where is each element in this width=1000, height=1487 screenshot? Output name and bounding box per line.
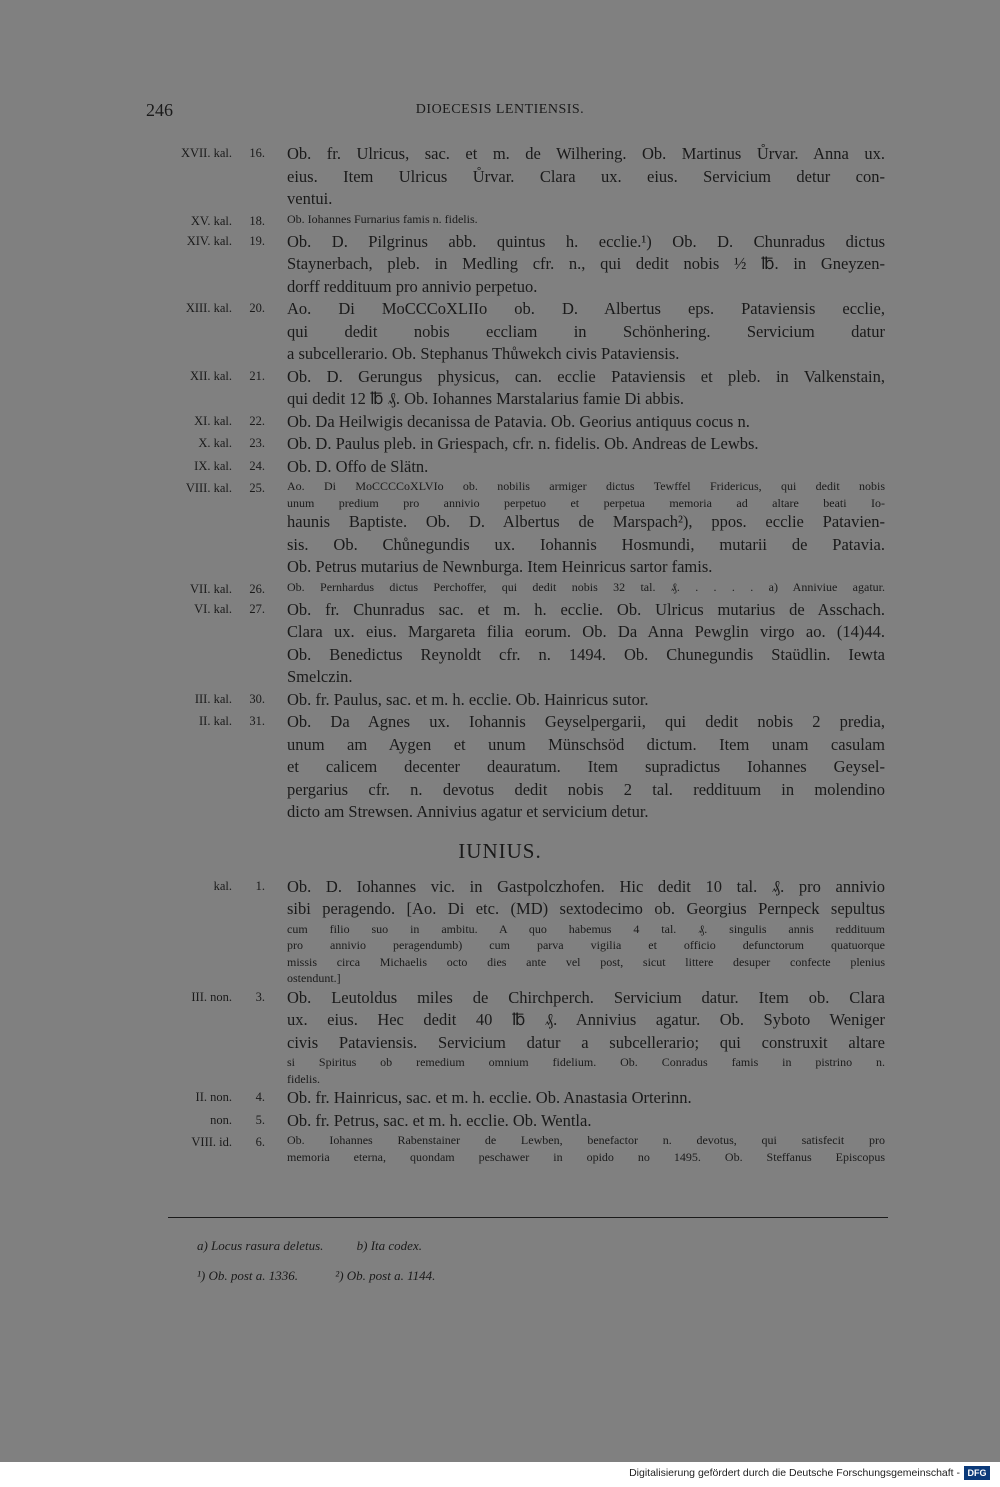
calendar-day: XV. kal. [190,213,232,228]
text-line: qui dedit 12 ℔ ₰. Ob. Iohannes Marstalarius famie Di abbis. [287,389,685,408]
june-entries [0,876,1000,1166]
text-line: cum filio suo in ambitu. A quo habemus 4 tal. ₰. singulis annis reddituum [287,921,885,936]
calendar-day: kal. [213,878,232,893]
footnote-a: a) Locus rasura deletus. [197,1238,324,1253]
day-number: 25. [249,481,265,495]
entry-text [287,456,885,479]
text-line: Ao. Di MoCCCoXLIIo ob. D. Albertus eps. Pataviensis ecclie, [287,299,885,318]
footnote-divider [168,1217,888,1218]
text-line: ostendunt.] [287,971,341,985]
necrology-entry [0,298,1000,366]
text-line: pergarius cfr. n. devotus dedit nobis 2 tal. reddituum in molendino [287,779,885,799]
text-line: Ob. D. Offo de Slätn. [287,456,429,476]
calendar-day: XIV. kal. [186,233,232,248]
text-line: civis Pataviensis. Servicium datur a subcellerario; qui construxit altare [287,1032,885,1052]
page-header [0,100,1000,124]
calendar-day: II. kal. [199,714,232,728]
necrology-entry [0,456,1000,479]
text-line: Ob. Benedictus Reynoldt cfr. n. 1494. Ob. Chunegundis Staüdlin. Iewta [287,644,885,664]
necrology-entry [0,579,1000,599]
necrology-entry [0,211,1000,231]
day-number: 26. [249,581,265,596]
entry-text [287,599,885,689]
page-number: 246 [146,100,173,120]
calendar-day: II. non. [195,1090,232,1104]
day-number: 30. [249,691,265,706]
entry-text [287,987,885,1088]
text-line: Ob. D. Pilgrinus abb. quintus h. ecclie.¹) Ob. D. Chunradus dictus [287,231,885,251]
calendar-day: X. kal. [198,436,232,450]
entry-text [287,231,885,299]
necrology-entry [0,1110,1000,1133]
necrology-entry [0,987,1000,1088]
day-number: 18. [249,213,265,228]
entry-text [287,1132,885,1165]
entry-text [287,478,885,579]
running-title: DIOECESIS LENTIENSIS. [415,102,585,117]
entry-text [287,411,885,434]
footnotes-letter [197,1238,422,1254]
day-number: 4. [255,1090,265,1104]
necrology-entry [0,478,1000,579]
footnotes-number [197,1268,435,1284]
calendar-day: XIII. kal. [185,301,232,315]
month-heading: IUNIUS. [458,838,542,863]
text-line: Ob. D. Gerungus physicus, can. ecclie Pataviensis et pleb. in Valkenstain, [287,366,885,386]
calendar-day: VIII. kal. [185,481,232,495]
text-line: si Spiritus ob remedium omnium fidelium. Ob. Conradus famis in pistrino n. [287,1055,885,1069]
footnote-2: ²) Ob. post a. 1144. [335,1268,436,1283]
footnote-b: b) Ita codex. [356,1238,422,1253]
necrology-entries [0,143,1000,1165]
necrology-entry [0,876,1000,987]
text-line: sis. Ob. Chůnegundis ux. Iohannis Hosmundi, mutarii de Patavia. [287,534,885,554]
text-line: Ob. Da Heilwigis decanissa de Patavia. Ob. Georius antiquus cocus n. [287,411,750,431]
text-line: Ob. fr. Paulus, sac. et m. h. ecclie. Ob. Hainricus sutor. [287,689,649,709]
text-line: eius. Item Ulricus Ůrvar. Clara ux. eius. Servicium detur con- [287,166,885,186]
day-number: 21. [249,368,265,383]
text-line: dicto am Strewsen. Annivius agatur et servicium detur. [287,802,649,821]
funding-credit: Digitalisierung gefördert durch die Deutsche Forschungsgemeinschaft - [629,1467,960,1479]
text-line: Staynerbach, pleb. in Medling cfr. n., qui dedit nobis ½ ℔. in Gneyzen- [287,254,885,273]
calendar-day: non. [210,1112,232,1127]
calendar-day: III. non. [191,989,232,1004]
text-line: haunis Baptiste. Ob. D. Albertus de Marspach²), ppos. ecclie Patavien- [287,512,885,531]
footnote-1: ¹) Ob. post a. 1336. [197,1268,299,1283]
necrology-entry [0,1132,1000,1165]
text-line: a subcellerario. Ob. Stephanus Thůwekch civis Pataviensis. [287,344,680,363]
text-line: Ob. Pernhardus dictus Perchoffer, qui dedit nobis 32 tal. ₰. . . . . a) Anniviue agatur. [287,579,885,594]
entry-text [287,298,885,366]
text-line: Ob. D. Paulus pleb. in Griespach, cfr. n. fidelis. Ob. Andreas de Lewbs. [287,434,759,453]
necrology-entry [0,599,1000,689]
calendar-day: VIII. id. [191,1135,232,1149]
entry-text [287,711,885,824]
necrology-entry [0,689,1000,712]
day-number: 19. [249,233,265,248]
entry-text [287,689,885,712]
text-line: dorff reddituum pro annivio perpetuo. [287,276,538,296]
entry-text [287,1087,885,1110]
necrology-entry [0,231,1000,299]
calendar-day: XI. kal. [194,413,232,428]
entry-text [287,143,885,211]
dfg-logo: DFG [964,1466,990,1480]
text-line: Ob. fr. Petrus, sac. et m. h. ecclie. Ob. Wentla. [287,1110,592,1130]
necrology-entry [0,143,1000,211]
entry-text [287,876,885,987]
day-number: 3. [255,989,265,1004]
necrology-entry [0,366,1000,411]
text-line: Ob. fr. Hainricus, sac. et m. h. ecclie. Ob. Anastasia Orterinn. [287,1088,692,1107]
day-number: 6. [255,1135,265,1149]
text-line: Ao. Di MoCCCCoXLVIo ob. nobilis armiger dictus Tewffel Fridericus, qui dedit nobis [287,479,885,493]
text-line: missis circa Michaelis octo dies ante vel post, sicut littere desuper confecte plenius [287,954,885,969]
day-number: 23. [249,436,265,450]
day-number: 24. [249,458,265,473]
text-line: memoria eterna, quondam peschawer in opido no 1495. Ob. Steffanus Episcopus [287,1149,885,1164]
entry-text [287,366,885,411]
text-line: Ob. fr. Ulricus, sac. et m. de Wilhering. Ob. Martinus Ůrvar. Anna ux. [287,144,885,163]
text-line: et calicem decenter deauratum. Item supradictus Iohannes Geysel- [287,757,885,776]
text-line: Ob. Petrus mutarius de Newnburga. Item Heinricus sartor famis. [287,557,713,576]
calendar-day: VII. kal. [190,581,232,596]
text-line: pro annivio peragendumb) cum parva vigilia et officio defunctorum quatuorque [287,938,885,952]
day-number: 16. [249,146,265,160]
text-line: sibi peragendo. [Ao. Di etc. (MD) sextodecimo ob. Georgius Pernpeck sepultus [287,899,885,918]
necrology-entry [0,411,1000,434]
text-line: Ob. D. Iohannes vic. in Gastpolczhofen. Hic dedit 10 tal. ₰. pro annivio [287,876,885,896]
day-number: 27. [249,601,265,616]
entry-text [287,433,885,456]
text-line: unum am Aygen et unum Münschsöd dictum. Item unam casulam [287,734,885,754]
entry-text [287,579,885,596]
entry-text [287,1110,885,1133]
day-number: 5. [255,1112,265,1127]
text-line: Ob. Iohannes Furnarius famis n. fidelis. [287,211,478,226]
entry-text [287,211,885,228]
text-line: Clara ux. eius. Margareta filia eorum. Ob. Da Anna Pewglin virgo ao. (14)44. [287,622,885,641]
text-line: Ob. Da Agnes ux. Iohannis Geyselpergarii, qui dedit nobis 2 predia, [287,712,885,731]
necrology-entry [0,433,1000,456]
necrology-entry [0,1087,1000,1110]
calendar-day: VI. kal. [194,601,232,616]
may-entries [0,143,1000,824]
day-number: 31. [249,714,265,728]
text-line: Ob. fr. Chunradus sac. et m. h. ecclie. Ob. Ulricus mutarius de Asschach. [287,599,885,619]
text-line: fidelis. [287,1071,320,1086]
calendar-day: XII. kal. [190,368,232,383]
text-line: ventui. [287,189,333,208]
calendar-day: IX. kal. [194,458,232,473]
text-line: qui dedit nobis eccliam in Schönhering. Servicium datur [287,321,885,341]
text-line: unum predium pro annivio perpetuo et perpetua memoria ad altare beati Io- [287,495,885,510]
necrology-entry [0,711,1000,824]
day-number: 22. [249,413,265,428]
text-line: Ob. Leutoldus miles de Chirchperch. Servicium datur. Item ob. Clara [287,987,885,1007]
text-line: Ob. Iohannes Rabenstainer de Lewben, benefactor n. devotus, qui satisfecit pro [287,1133,885,1147]
calendar-day: XVII. kal. [180,146,232,160]
text-line: ux. eius. Hec dedit 40 ℔ ₰. Annivius agatur. Ob. Syboto Weniger [287,1010,885,1029]
day-number: 1. [255,878,265,893]
text-line: Smelczin. [287,667,353,686]
calendar-day: III. kal. [194,691,232,706]
day-number: 20. [249,301,265,315]
